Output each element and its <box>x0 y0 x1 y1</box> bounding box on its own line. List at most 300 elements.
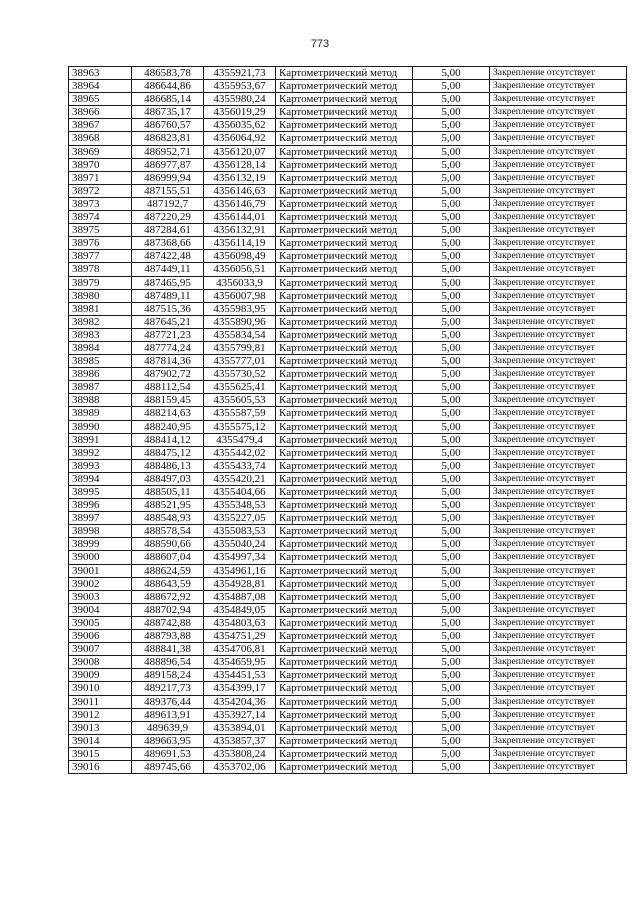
precision-cell: 5,00 <box>413 590 490 603</box>
precision-cell: 5,00 <box>413 211 490 224</box>
point-number-cell: 38968 <box>69 132 132 145</box>
y-coordinate-cell: 4356064,92 <box>204 132 276 145</box>
y-coordinate-cell: 4355799,81 <box>204 341 276 354</box>
method-cell: Картометрический метод <box>276 93 413 106</box>
y-coordinate-cell: 4355980,24 <box>204 93 276 106</box>
point-number-cell: 39002 <box>69 577 132 590</box>
method-cell: Картометрический метод <box>276 197 413 210</box>
method-cell: Картометрический метод <box>276 224 413 237</box>
table-row <box>69 407 627 420</box>
x-coordinate-cell: 488578,54 <box>132 525 204 538</box>
y-coordinate-cell: 4355040,24 <box>204 538 276 551</box>
x-coordinate-cell: 488486,13 <box>132 459 204 472</box>
note-cell: Закрепление отсутствует <box>490 341 627 354</box>
method-cell: Картометрический метод <box>276 472 413 485</box>
method-cell: Картометрический метод <box>276 276 413 289</box>
y-coordinate-cell: 4354659,95 <box>204 656 276 669</box>
table-row <box>69 459 627 472</box>
precision-cell: 5,00 <box>413 289 490 302</box>
method-cell: Картометрический метод <box>276 486 413 499</box>
y-coordinate-cell: 4354961,16 <box>204 564 276 577</box>
precision-cell: 5,00 <box>413 695 490 708</box>
method-cell: Картометрический метод <box>276 603 413 616</box>
method-cell: Картометрический метод <box>276 564 413 577</box>
note-cell: Закрепление отсутствует <box>490 197 627 210</box>
page-number: 773 <box>310 38 330 50</box>
method-cell: Картометрический метод <box>276 67 413 80</box>
point-number-cell: 38992 <box>69 446 132 459</box>
y-coordinate-cell: 4353808,24 <box>204 747 276 760</box>
table-row <box>69 708 627 721</box>
y-coordinate-cell: 4354706,81 <box>204 643 276 656</box>
x-coordinate-cell: 488896,54 <box>132 656 204 669</box>
y-coordinate-cell: 4356056,51 <box>204 263 276 276</box>
method-cell: Картометрический метод <box>276 407 413 420</box>
precision-cell: 5,00 <box>413 603 490 616</box>
precision-cell: 5,00 <box>413 93 490 106</box>
point-number-cell: 38978 <box>69 263 132 276</box>
table-row <box>69 420 627 433</box>
precision-cell: 5,00 <box>413 158 490 171</box>
precision-cell: 5,00 <box>413 760 490 773</box>
method-cell: Картометрический метод <box>276 538 413 551</box>
precision-cell: 5,00 <box>413 67 490 80</box>
y-coordinate-cell: 4355479,4 <box>204 433 276 446</box>
method-cell: Картометрический метод <box>276 184 413 197</box>
y-coordinate-cell: 4356098,49 <box>204 250 276 263</box>
table-row <box>69 263 627 276</box>
table-row <box>69 237 627 250</box>
point-number-cell: 39013 <box>69 721 132 734</box>
note-cell: Закрепление отсутствует <box>490 551 627 564</box>
x-coordinate-cell: 489663,95 <box>132 734 204 747</box>
note-cell: Закрепление отсутствует <box>490 171 627 184</box>
note-cell: Закрепление отсутствует <box>490 145 627 158</box>
method-cell: Картометрический метод <box>276 250 413 263</box>
precision-cell: 5,00 <box>413 171 490 184</box>
x-coordinate-cell: 487489,11 <box>132 289 204 302</box>
table-row <box>69 433 627 446</box>
y-coordinate-cell: 4356146,63 <box>204 184 276 197</box>
precision-cell: 5,00 <box>413 747 490 760</box>
note-cell: Закрепление отсутствует <box>490 211 627 224</box>
x-coordinate-cell: 488590,66 <box>132 538 204 551</box>
y-coordinate-cell: 4356144,01 <box>204 211 276 224</box>
note-cell: Закрепление отсутствует <box>490 486 627 499</box>
note-cell: Закрепление отсутствует <box>490 80 627 93</box>
table-row <box>69 197 627 210</box>
table-row <box>69 315 627 328</box>
y-coordinate-cell: 4356007,98 <box>204 289 276 302</box>
precision-cell: 5,00 <box>413 250 490 263</box>
note-cell: Закрепление отсутствует <box>490 381 627 394</box>
note-cell: Закрепление отсутствует <box>490 263 627 276</box>
table-row <box>69 760 627 773</box>
precision-cell: 5,00 <box>413 224 490 237</box>
method-cell: Картометрический метод <box>276 302 413 315</box>
point-number-cell: 38964 <box>69 80 132 93</box>
table-row <box>69 80 627 93</box>
precision-cell: 5,00 <box>413 551 490 564</box>
note-cell: Закрепление отсутствует <box>490 237 627 250</box>
y-coordinate-cell: 4356120,07 <box>204 145 276 158</box>
precision-cell: 5,00 <box>413 341 490 354</box>
method-cell: Картометрический метод <box>276 734 413 747</box>
point-number-cell: 38994 <box>69 472 132 485</box>
point-number-cell: 39012 <box>69 708 132 721</box>
method-cell: Картометрический метод <box>276 368 413 381</box>
table-row <box>69 211 627 224</box>
x-coordinate-cell: 486760,57 <box>132 119 204 132</box>
table-row <box>69 250 627 263</box>
x-coordinate-cell: 487368,66 <box>132 237 204 250</box>
point-number-cell: 38990 <box>69 420 132 433</box>
table-row <box>69 276 627 289</box>
method-cell: Картометрический метод <box>276 145 413 158</box>
y-coordinate-cell: 4355730,52 <box>204 368 276 381</box>
x-coordinate-cell: 488548,93 <box>132 512 204 525</box>
precision-cell: 5,00 <box>413 656 490 669</box>
point-number-cell: 38980 <box>69 289 132 302</box>
method-cell: Картометрический метод <box>276 119 413 132</box>
point-number-cell: 38996 <box>69 499 132 512</box>
precision-cell: 5,00 <box>413 538 490 551</box>
x-coordinate-cell: 487774,24 <box>132 341 204 354</box>
note-cell: Закрепление отсутствует <box>490 472 627 485</box>
x-coordinate-cell: 488521,95 <box>132 499 204 512</box>
coordinates-table <box>68 66 627 774</box>
table-row <box>69 394 627 407</box>
note-cell: Закрепление отсутствует <box>490 590 627 603</box>
x-coordinate-cell: 488505,11 <box>132 486 204 499</box>
point-number-cell: 38984 <box>69 341 132 354</box>
x-coordinate-cell: 487645,21 <box>132 315 204 328</box>
point-number-cell: 39008 <box>69 656 132 669</box>
note-cell: Закрепление отсутствует <box>490 616 627 629</box>
x-coordinate-cell: 487902,72 <box>132 368 204 381</box>
table-row <box>69 695 627 708</box>
x-coordinate-cell: 486999,94 <box>132 171 204 184</box>
note-cell: Закрепление отсутствует <box>490 747 627 760</box>
precision-cell: 5,00 <box>413 721 490 734</box>
precision-cell: 5,00 <box>413 708 490 721</box>
note-cell: Закрепление отсутствует <box>490 630 627 643</box>
note-cell: Закрепление отсутствует <box>490 368 627 381</box>
x-coordinate-cell: 487422,48 <box>132 250 204 263</box>
x-coordinate-cell: 488240,95 <box>132 420 204 433</box>
y-coordinate-cell: 4355834,54 <box>204 328 276 341</box>
x-coordinate-cell: 489691,53 <box>132 747 204 760</box>
precision-cell: 5,00 <box>413 446 490 459</box>
note-cell: Закрепление отсутствует <box>490 682 627 695</box>
y-coordinate-cell: 4356132,19 <box>204 171 276 184</box>
point-number-cell: 38999 <box>69 538 132 551</box>
point-number-cell: 38966 <box>69 106 132 119</box>
point-number-cell: 39007 <box>69 643 132 656</box>
method-cell: Картометрический метод <box>276 355 413 368</box>
note-cell: Закрепление отсутствует <box>490 643 627 656</box>
table-row <box>69 499 627 512</box>
point-number-cell: 38997 <box>69 512 132 525</box>
point-number-cell: 39006 <box>69 630 132 643</box>
method-cell: Картометрический метод <box>276 512 413 525</box>
method-cell: Картометрический метод <box>276 551 413 564</box>
precision-cell: 5,00 <box>413 302 490 315</box>
method-cell: Картометрический метод <box>276 459 413 472</box>
precision-cell: 5,00 <box>413 276 490 289</box>
x-coordinate-cell: 488672,92 <box>132 590 204 603</box>
note-cell: Закрепление отсутствует <box>490 538 627 551</box>
table-row <box>69 551 627 564</box>
coordinates-table-body <box>69 67 627 774</box>
point-number-cell: 38988 <box>69 394 132 407</box>
x-coordinate-cell: 488497,03 <box>132 472 204 485</box>
method-cell: Картометрический метод <box>276 682 413 695</box>
y-coordinate-cell: 4355890,96 <box>204 315 276 328</box>
method-cell: Картометрический метод <box>276 643 413 656</box>
method-cell: Картометрический метод <box>276 708 413 721</box>
table-row <box>69 747 627 760</box>
x-coordinate-cell: 488624,59 <box>132 564 204 577</box>
x-coordinate-cell: 487465,95 <box>132 276 204 289</box>
point-number-cell: 38993 <box>69 459 132 472</box>
precision-cell: 5,00 <box>413 643 490 656</box>
x-coordinate-cell: 489745,66 <box>132 760 204 773</box>
point-number-cell: 38971 <box>69 171 132 184</box>
note-cell: Закрепление отсутствует <box>490 250 627 263</box>
precision-cell: 5,00 <box>413 263 490 276</box>
point-number-cell: 38982 <box>69 315 132 328</box>
y-coordinate-cell: 4355442,02 <box>204 446 276 459</box>
point-number-cell: 39004 <box>69 603 132 616</box>
x-coordinate-cell: 487284,61 <box>132 224 204 237</box>
note-cell: Закрепление отсутствует <box>490 184 627 197</box>
x-coordinate-cell: 487449,11 <box>132 263 204 276</box>
table-row <box>69 538 627 551</box>
method-cell: Картометрический метод <box>276 420 413 433</box>
precision-cell: 5,00 <box>413 407 490 420</box>
note-cell: Закрепление отсутствует <box>490 67 627 80</box>
x-coordinate-cell: 487220,29 <box>132 211 204 224</box>
precision-cell: 5,00 <box>413 80 490 93</box>
precision-cell: 5,00 <box>413 525 490 538</box>
method-cell: Картометрический метод <box>276 381 413 394</box>
table-row <box>69 341 627 354</box>
method-cell: Картометрический метод <box>276 695 413 708</box>
y-coordinate-cell: 4354204,36 <box>204 695 276 708</box>
point-number-cell: 38976 <box>69 237 132 250</box>
point-number-cell: 39011 <box>69 695 132 708</box>
x-coordinate-cell: 488702,94 <box>132 603 204 616</box>
point-number-cell: 38981 <box>69 302 132 315</box>
x-coordinate-cell: 489158,24 <box>132 669 204 682</box>
x-coordinate-cell: 489217,73 <box>132 682 204 695</box>
point-number-cell: 38977 <box>69 250 132 263</box>
x-coordinate-cell: 486977,87 <box>132 158 204 171</box>
table-row <box>69 564 627 577</box>
precision-cell: 5,00 <box>413 459 490 472</box>
x-coordinate-cell: 488112,54 <box>132 381 204 394</box>
x-coordinate-cell: 486644,86 <box>132 80 204 93</box>
table-row <box>69 472 627 485</box>
table-row <box>69 577 627 590</box>
point-number-cell: 38967 <box>69 119 132 132</box>
note-cell: Закрепление отсутствует <box>490 420 627 433</box>
precision-cell: 5,00 <box>413 328 490 341</box>
x-coordinate-cell: 487192,7 <box>132 197 204 210</box>
point-number-cell: 39014 <box>69 734 132 747</box>
point-number-cell: 38998 <box>69 525 132 538</box>
point-number-cell: 38965 <box>69 93 132 106</box>
note-cell: Закрепление отсутствует <box>490 695 627 708</box>
note-cell: Закрепление отсутствует <box>490 433 627 446</box>
method-cell: Картометрический метод <box>276 669 413 682</box>
precision-cell: 5,00 <box>413 197 490 210</box>
method-cell: Картометрический метод <box>276 433 413 446</box>
table-row <box>69 669 627 682</box>
note-cell: Закрепление отсутствует <box>490 158 627 171</box>
point-number-cell: 38963 <box>69 67 132 80</box>
point-number-cell: 39015 <box>69 747 132 760</box>
y-coordinate-cell: 4355575,12 <box>204 420 276 433</box>
y-coordinate-cell: 4356132,91 <box>204 224 276 237</box>
y-coordinate-cell: 4355953,67 <box>204 80 276 93</box>
note-cell: Закрепление отсутствует <box>490 760 627 773</box>
precision-cell: 5,00 <box>413 734 490 747</box>
method-cell: Картометрический метод <box>276 446 413 459</box>
method-cell: Картометрический метод <box>276 760 413 773</box>
table-row <box>69 67 627 80</box>
method-cell: Картометрический метод <box>276 499 413 512</box>
y-coordinate-cell: 4354928,81 <box>204 577 276 590</box>
precision-cell: 5,00 <box>413 315 490 328</box>
method-cell: Картометрический метод <box>276 328 413 341</box>
precision-cell: 5,00 <box>413 669 490 682</box>
note-cell: Закрепление отсутствует <box>490 106 627 119</box>
precision-cell: 5,00 <box>413 145 490 158</box>
point-number-cell: 38974 <box>69 211 132 224</box>
point-number-cell: 38983 <box>69 328 132 341</box>
x-coordinate-cell: 487155,51 <box>132 184 204 197</box>
y-coordinate-cell: 4355420,21 <box>204 472 276 485</box>
point-number-cell: 38991 <box>69 433 132 446</box>
note-cell: Закрепление отсутствует <box>490 603 627 616</box>
y-coordinate-cell: 4353702,06 <box>204 760 276 773</box>
point-number-cell: 38969 <box>69 145 132 158</box>
table-row <box>69 119 627 132</box>
y-coordinate-cell: 4355083,53 <box>204 525 276 538</box>
note-cell: Закрепление отсутствует <box>490 721 627 734</box>
table-row <box>69 302 627 315</box>
point-number-cell: 38970 <box>69 158 132 171</box>
point-number-cell: 39000 <box>69 551 132 564</box>
table-row <box>69 224 627 237</box>
x-coordinate-cell: 488607,04 <box>132 551 204 564</box>
note-cell: Закрепление отсутствует <box>490 315 627 328</box>
precision-cell: 5,00 <box>413 368 490 381</box>
table-row <box>69 590 627 603</box>
method-cell: Картометрический метод <box>276 289 413 302</box>
y-coordinate-cell: 4354751,29 <box>204 630 276 643</box>
point-number-cell: 38973 <box>69 197 132 210</box>
table-row <box>69 328 627 341</box>
table-row <box>69 603 627 616</box>
note-cell: Закрепление отсутствует <box>490 656 627 669</box>
table-row <box>69 368 627 381</box>
x-coordinate-cell: 487515,36 <box>132 302 204 315</box>
point-number-cell: 39005 <box>69 616 132 629</box>
table-row <box>69 721 627 734</box>
method-cell: Картометрический метод <box>276 590 413 603</box>
precision-cell: 5,00 <box>413 237 490 250</box>
table-row <box>69 93 627 106</box>
method-cell: Картометрический метод <box>276 132 413 145</box>
method-cell: Картометрический метод <box>276 630 413 643</box>
precision-cell: 5,00 <box>413 381 490 394</box>
y-coordinate-cell: 4353857,37 <box>204 734 276 747</box>
table-row <box>69 616 627 629</box>
x-coordinate-cell: 488414,12 <box>132 433 204 446</box>
y-coordinate-cell: 4354887,08 <box>204 590 276 603</box>
note-cell: Закрепление отсутствует <box>490 525 627 538</box>
y-coordinate-cell: 4356019,29 <box>204 106 276 119</box>
x-coordinate-cell: 488159,45 <box>132 394 204 407</box>
precision-cell: 5,00 <box>413 499 490 512</box>
precision-cell: 5,00 <box>413 420 490 433</box>
y-coordinate-cell: 4355433,74 <box>204 459 276 472</box>
y-coordinate-cell: 4354399,17 <box>204 682 276 695</box>
method-cell: Картометрический метод <box>276 171 413 184</box>
table-row <box>69 171 627 184</box>
method-cell: Картометрический метод <box>276 237 413 250</box>
method-cell: Картометрический метод <box>276 394 413 407</box>
y-coordinate-cell: 4355587,59 <box>204 407 276 420</box>
method-cell: Картометрический метод <box>276 616 413 629</box>
method-cell: Картометрический метод <box>276 263 413 276</box>
note-cell: Закрепление отсутствует <box>490 355 627 368</box>
x-coordinate-cell: 488841,38 <box>132 643 204 656</box>
table-row <box>69 656 627 669</box>
y-coordinate-cell: 4355625,41 <box>204 381 276 394</box>
table-row <box>69 643 627 656</box>
precision-cell: 5,00 <box>413 486 490 499</box>
point-number-cell: 38985 <box>69 355 132 368</box>
method-cell: Картометрический метод <box>276 656 413 669</box>
x-coordinate-cell: 486823,81 <box>132 132 204 145</box>
method-cell: Картометрический метод <box>276 721 413 734</box>
table-row <box>69 734 627 747</box>
note-cell: Закрепление отсутствует <box>490 499 627 512</box>
note-cell: Закрепление отсутствует <box>490 577 627 590</box>
y-coordinate-cell: 4354451,53 <box>204 669 276 682</box>
precision-cell: 5,00 <box>413 184 490 197</box>
y-coordinate-cell: 4355983,95 <box>204 302 276 315</box>
table-row <box>69 158 627 171</box>
precision-cell: 5,00 <box>413 682 490 695</box>
precision-cell: 5,00 <box>413 355 490 368</box>
y-coordinate-cell: 4356146,79 <box>204 197 276 210</box>
table-row <box>69 184 627 197</box>
x-coordinate-cell: 488475,12 <box>132 446 204 459</box>
x-coordinate-cell: 487721,23 <box>132 328 204 341</box>
table-row <box>69 145 627 158</box>
point-number-cell: 38986 <box>69 368 132 381</box>
note-cell: Закрепление отсутствует <box>490 459 627 472</box>
precision-cell: 5,00 <box>413 132 490 145</box>
table-row <box>69 446 627 459</box>
point-number-cell: 38995 <box>69 486 132 499</box>
y-coordinate-cell: 4354849,05 <box>204 603 276 616</box>
